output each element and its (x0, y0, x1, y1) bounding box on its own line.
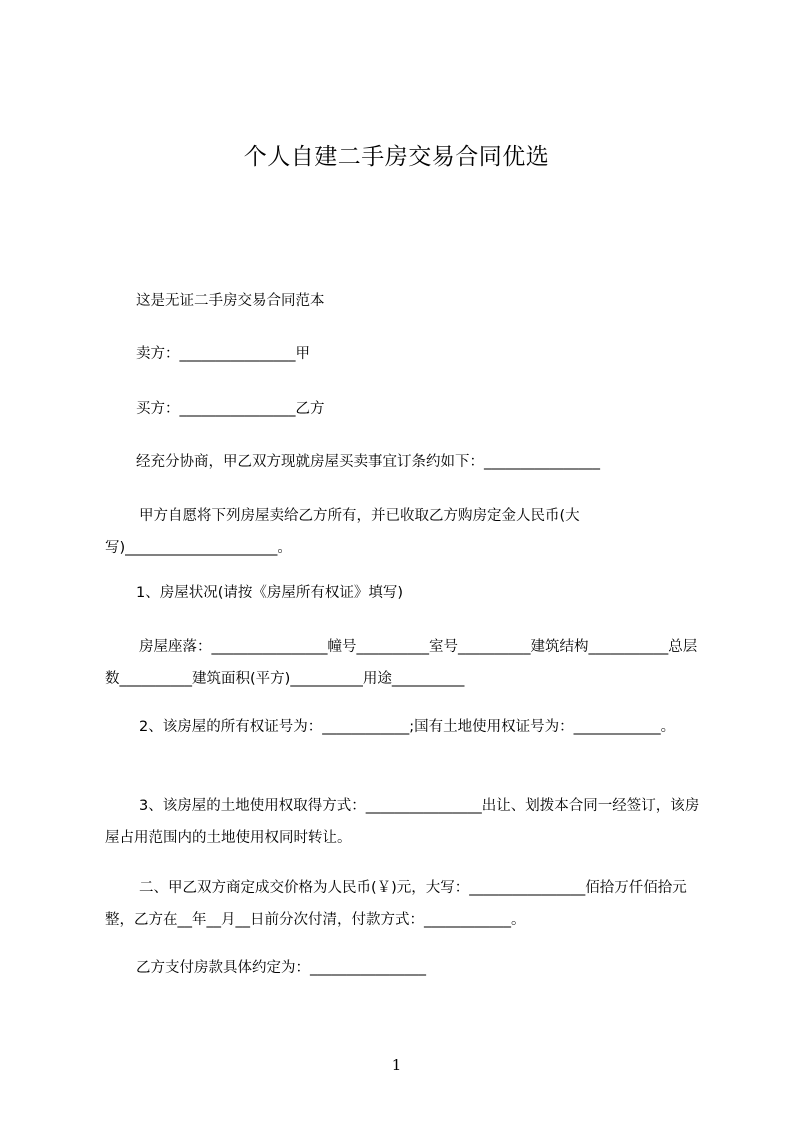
paragraph-deposit: 甲方自愿将下列房屋卖给乙方所有，并已收取乙方购房定金人民币(大写)_____________________。 (105, 508, 580, 556)
paragraph-payment-terms: 乙方支付房款具体约定为：________________ (136, 960, 426, 976)
paragraph-agreement: 经充分协商，甲乙双方现就房屋买卖事宜订条约如下：________________ (136, 454, 600, 470)
paragraph-intro: 这是无证二手房交易合同范本 (136, 293, 325, 309)
paragraph-certificate: 2、该房屋的所有权证号为：____________;国有土地使用权证号为：____________。 (139, 719, 676, 735)
page-number: 1 (391, 1056, 402, 1074)
paragraph-seller: 卖方：________________甲 (136, 346, 310, 362)
paragraph-land-use: 3、该房屋的土地使用权取得方式：________________出让、划拨本合同一经签订，该房屋占用范围内的土地使用权同时转让。 (105, 798, 700, 846)
paragraph-buyer: 买方：________________乙方 (136, 401, 325, 417)
document-title: 个人自建二手房交易合同优选 (243, 144, 550, 170)
paragraph-house-location: 房屋座落：________________幢号__________室号__________建筑结构___________总层数__________建筑面积(平方)__________用途__________ (105, 639, 698, 687)
paragraph-house-status: 1、房屋状况(请按《房屋所有权证》填写) (136, 585, 404, 601)
paragraph-price: 二、甲乙双方商定成交价格为人民币(￥)元，大写：________________佰拾万仟佰拾元整，乙方在__年__月__日前分次付清，付款方式：____________。 (105, 880, 687, 928)
